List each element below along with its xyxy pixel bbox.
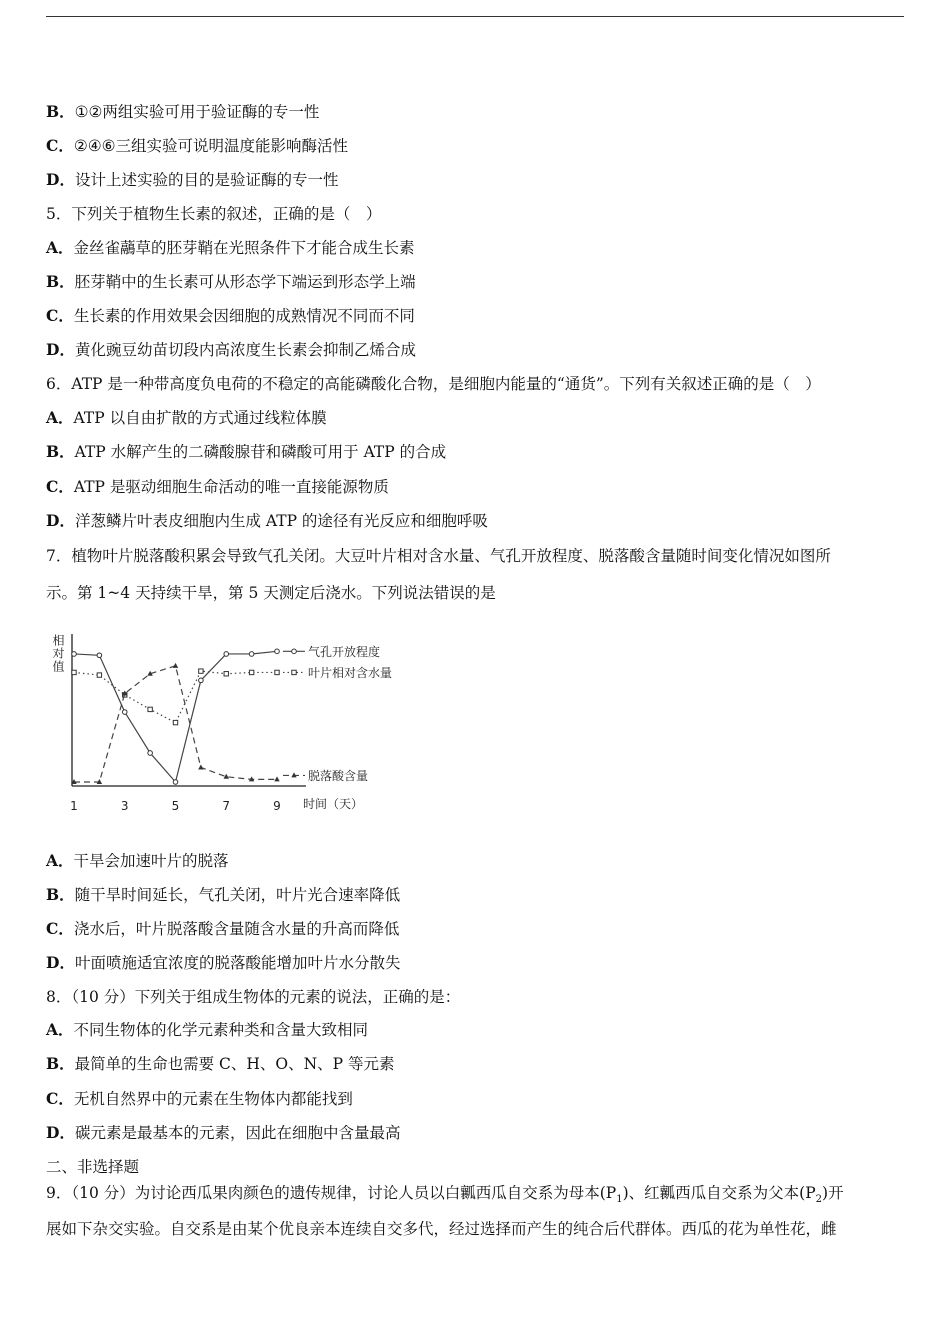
data-point <box>148 751 153 756</box>
data-point <box>224 672 228 676</box>
data-point <box>173 663 178 668</box>
q6-option-a: A．ATP 以自由扩散的方式通过线粒体膜 <box>46 408 327 427</box>
data-point <box>97 653 102 658</box>
data-point <box>274 776 279 781</box>
q4-option-b: B．①②两组实验可用于验证酶的专一性 <box>46 102 320 121</box>
q7-option-c: C．浇水后，叶片脱落酸含量随含水量的升高而降低 <box>46 919 400 938</box>
x-tick-label: 9 <box>273 799 281 813</box>
x-tick-label: 5 <box>171 799 180 813</box>
data-point <box>199 678 204 683</box>
legend-label: 叶片相对含水量 <box>308 665 393 680</box>
legend-marker <box>292 649 297 654</box>
q6-stem: 6．ATP 是一种带高度负电荷的不稳定的高能磷酸化合物，是细胞内能量的“通货”。下列有关叙述正确的是（ ） <box>46 375 821 393</box>
x-tick-label: 1 <box>70 799 78 813</box>
data-point <box>122 710 127 715</box>
legend-label: 气孔开放程度 <box>308 644 381 659</box>
q7-stem-line2: 示。第 1~4 天持续干旱，第 5 天测定后浇水。下列说法错误的是 <box>46 584 496 602</box>
series-line <box>74 671 277 722</box>
section-heading: 二、非选择题 <box>46 1158 140 1176</box>
q8-stem: 8．（10 分）下列关于组成生物体的元素的说法，正确的是： <box>46 988 461 1006</box>
q7-option-b: B．随干旱时间延长，气孔关闭，叶片光合速率降低 <box>46 885 401 904</box>
q5-stem: 5．下列关于植物生长素的叙述，正确的是（ ） <box>46 205 382 223</box>
header-rule <box>46 16 904 17</box>
q7-option-a: A．干旱会加速叶片的脱落 <box>46 851 229 870</box>
data-point <box>173 780 178 785</box>
data-point <box>275 649 280 654</box>
q9-stem-line2: 展如下杂交实验。自交系是由某个优良亲本连续自交多代，经过选择而产生的纯合后代群体。西瓜的花为单性花，雌 <box>46 1220 837 1238</box>
data-point <box>97 673 101 677</box>
q5-option-d: D．黄化豌豆幼苗切段内高浓度生长素会抑制乙烯合成 <box>46 340 416 359</box>
chart-axes <box>72 634 306 786</box>
chart-ylabel: 相对值 <box>51 634 65 673</box>
q5-option-c: C．生长素的作用效果会因细胞的成熟情况不同而不同 <box>46 306 415 325</box>
x-tick-label: 3 <box>120 799 129 813</box>
q7-line-chart <box>44 622 424 822</box>
data-point <box>173 720 177 724</box>
q5-option-b: B．胚芽鞘中的生长素可从形态学下端运到形态学上端 <box>46 272 416 291</box>
data-point <box>275 670 279 674</box>
data-point <box>224 652 229 657</box>
q4-option-d: D．设计上述实验的目的是验证酶的专一性 <box>46 170 339 189</box>
q6-option-c: C．ATP 是驱动细胞生命活动的唯一直接能源物质 <box>46 477 389 496</box>
data-point <box>148 707 152 711</box>
chart-xlabel: 时间（天） <box>303 797 364 811</box>
q8-option-d: D．碳元素是最基本的元素，因此在细胞中含量最高 <box>46 1123 401 1142</box>
q6-option-d: D．洋葱鳞片叶表皮细胞内生成 ATP 的途径有光反应和细胞呼吸 <box>46 511 488 530</box>
q8-option-c: C．无机自然界中的元素在生物体内都能找到 <box>46 1089 353 1108</box>
q8-option-a: A．不同生物体的化学元素种类和含量大致相同 <box>46 1020 369 1039</box>
q5-option-a: A．金丝雀虉草的胚芽鞘在光照条件下才能合成生长素 <box>46 238 415 257</box>
q9-stem-line1: 9．（10 分）为讨论西瓜果肉颜色的遗传规律，讨论人员以白瓤西瓜自交系为母本$(P_1)$、红瓤西瓜自交系为父本$(P_2)$开 <box>46 1184 844 1206</box>
data-point <box>72 652 77 657</box>
x-tick-label: 7 <box>222 799 231 813</box>
data-point <box>198 764 203 769</box>
q6-option-b: B．ATP 水解产生的二磷酸腺苷和磷酸可用于 ATP 的合成 <box>46 442 447 461</box>
data-point <box>249 652 254 657</box>
data-point <box>249 670 253 674</box>
q7-option-d: D．叶面喷施适宜浓度的脱落酸能增加叶片水分散失 <box>46 953 401 972</box>
q4-option-c: C．②④⑥三组实验可说明温度能影响酶活性 <box>46 136 349 155</box>
legend-label: 脱落酸含量 <box>308 768 369 783</box>
legend-marker <box>292 670 296 674</box>
q8-option-b: B．最简单的生命也需要 C、H、O、N、P 等元素 <box>46 1054 395 1073</box>
q7-stem-line1: 7．植物叶片脱落酸积累会导致气孔关闭。大豆叶片相对含水量、气孔开放程度、脱落酸含量随时间变化情况如图所 <box>46 547 831 565</box>
data-point <box>199 669 203 673</box>
data-point <box>72 670 76 674</box>
